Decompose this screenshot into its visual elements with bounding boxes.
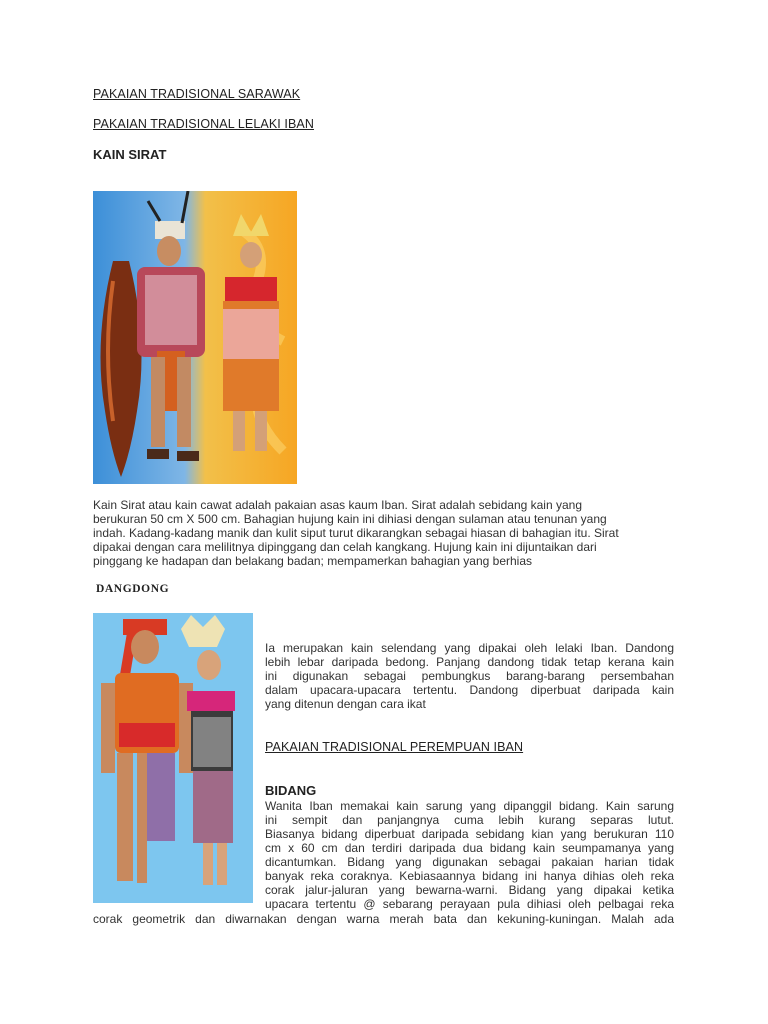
- bidang-line: Wanita Iban memakai kain sarung yang dipanggil bidang. Kain sarung: [265, 799, 674, 813]
- bidang-line: cm x 60 cm dan terdiri daripada dua bidang kain seumpamanya yang: [265, 841, 674, 855]
- section-heading-lelaki: PAKAIAN TRADISIONAL LELAKI IBAN: [93, 117, 315, 131]
- paragraph-bidang: [265, 799, 674, 911]
- paragraph-kain-sirat: [93, 498, 619, 568]
- sirat-line: berukuran 50 cm X 500 cm. Bahagian hujung kain ini dihiasi dengan sulaman atau tenunan yang: [93, 512, 607, 526]
- dangdong-line: lebih lebar daripada bedong. Panjang dandong tidak tetap kerana kain: [265, 655, 674, 669]
- bidang-line: upacara tertentu @ sebarang perayaan pula dihiasi oleh pelbagai reka: [265, 897, 674, 911]
- photo-iban-couple-dangdong: [93, 613, 253, 903]
- photo-iban-couple: [93, 191, 297, 484]
- sirat-line: dipakai dengan cara melilitnya dipinggang dan celah kangkang. Hujung kain ini dijuntaikan dari: [93, 540, 597, 554]
- subheading-dangdong: DANGDONG: [96, 583, 170, 595]
- sirat-line: indah. Kadang-kadang manik dan kulit siput turut dikarangkan sebagai hiasan di bahagian itu. Sirat: [93, 526, 619, 540]
- bidang-line: banyak reka coraknya. Kebiasaannya bidang ini hanya dihias oleh reka: [265, 869, 674, 883]
- bottom-line-text: corak geometrik dan diwarnakan dengan warna merah bata dan kekuning-kuningan. Malah ada: [93, 912, 674, 926]
- bidang-line: ini sempit dan panjangnya cuma lebih kurang separas lutut.: [265, 813, 674, 827]
- sirat-line: Kain Sirat atau kain cawat adalah pakaian asas kaum Iban. Sirat adalah sebidang kain yang: [93, 498, 582, 512]
- bottom-line: [93, 912, 674, 926]
- dangdong-line: yang ditenun dengan cara ikat: [265, 697, 426, 711]
- dangdong-line: ini digunakan sebagai pembungkus barang-barang persembahan: [265, 669, 674, 683]
- subheading-kain-sirat: KAIN SIRAT: [93, 147, 167, 162]
- bidang-line: corak jalur-jaluran yang bewarna-warni. Bidang yang dipakai ketika: [265, 883, 674, 897]
- bidang-line: dicantumkan. Bidang yang digunakan sebagai pakaian harian tidak: [265, 855, 674, 869]
- bidang-line: Biasanya bidang diperbuat daripada sebidang kian yang berukuran 110: [265, 827, 674, 841]
- subheading-bidang: BIDANG: [265, 783, 317, 798]
- paragraph-dangdong: [265, 641, 674, 711]
- dangdong-line: Ia merupakan kain selendang yang dipakai oleh lelaki Iban. Dandong: [265, 641, 674, 655]
- section-heading-perempuan: PAKAIAN TRADISIONAL PEREMPUAN IBAN: [265, 740, 524, 754]
- page-title: PAKAIAN TRADISIONAL SARAWAK: [93, 87, 301, 101]
- dangdong-line: dalam upacara-upacara tertentu. Dandong diperbuat daripada kain: [265, 683, 674, 697]
- sirat-line: pinggang ke hadapan dan belakang badan; mempamerkan bahagian yang berhias: [93, 554, 533, 568]
